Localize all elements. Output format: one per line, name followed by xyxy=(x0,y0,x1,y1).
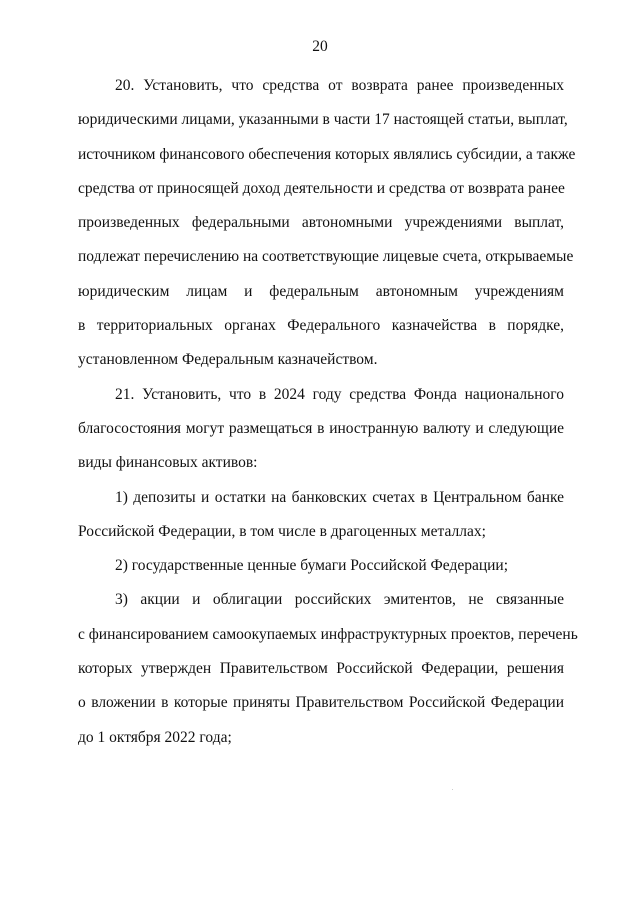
text-line: виды финансовых активов: xyxy=(78,454,258,472)
text-line: которых утвержден Правительством Российской Федерации, решения xyxy=(78,660,564,678)
text-line: подлежат перечислению на соответствующие лицевые счета, открываемые xyxy=(78,248,574,266)
text-line: средства от приносящей доход деятельности и средства от возврата ранее xyxy=(78,179,565,197)
paragraph-21-item-3 xyxy=(78,583,578,754)
text-line: 3) акции и облигации российских эмитентов, не связанные xyxy=(115,591,564,609)
text-line: благосостояния могут размещаться в иностранную валюту и следующие xyxy=(78,419,564,437)
text-line: юридическими лицами, указанными в части 17 настоящей статьи, выплат, xyxy=(78,111,568,129)
text-line: 1) депозиты и остатки на банковских счетах в Центральном банке xyxy=(115,488,564,506)
text-line: юридическим лицам и федеральным автономным учреждениям xyxy=(78,282,564,300)
text-line: с финансированием самоокупаемых инфраструктурных проектов, перечень xyxy=(78,625,578,643)
text-line: установленном Федеральным казначейством. xyxy=(78,351,378,369)
text-line: 21. Установить, что в 2024 году средства Фонда национального xyxy=(115,385,564,403)
text-line: 2) государственные ценные бумаги Российской Федерации; xyxy=(115,557,509,575)
text-line: 20. Установить, что средства от возврата ранее произведенных xyxy=(115,77,564,94)
paragraph-21-item-2 xyxy=(78,549,564,583)
scan-speck xyxy=(452,789,453,790)
text-line: произведенных федеральными автономными учреждениями выплат, xyxy=(78,214,564,232)
paragraph-21-item-1 xyxy=(78,481,564,550)
paragraph-21 xyxy=(78,378,564,481)
text-line: Российской Федерации, в том числе в драгоценных металлах; xyxy=(78,522,486,540)
text-line: источником финансового обеспечения которых являлись субсидии, а также xyxy=(78,145,576,163)
page-number: 20 xyxy=(312,38,328,55)
text-line: о вложении в которые приняты Правительством Российской Федерации xyxy=(78,694,564,712)
text-line: до 1 октября 2022 года; xyxy=(78,728,232,746)
text-line: в территориальных органах Федерального казначейства в порядке, xyxy=(78,317,564,335)
paragraph-20 xyxy=(78,69,576,378)
document-body xyxy=(78,69,578,755)
